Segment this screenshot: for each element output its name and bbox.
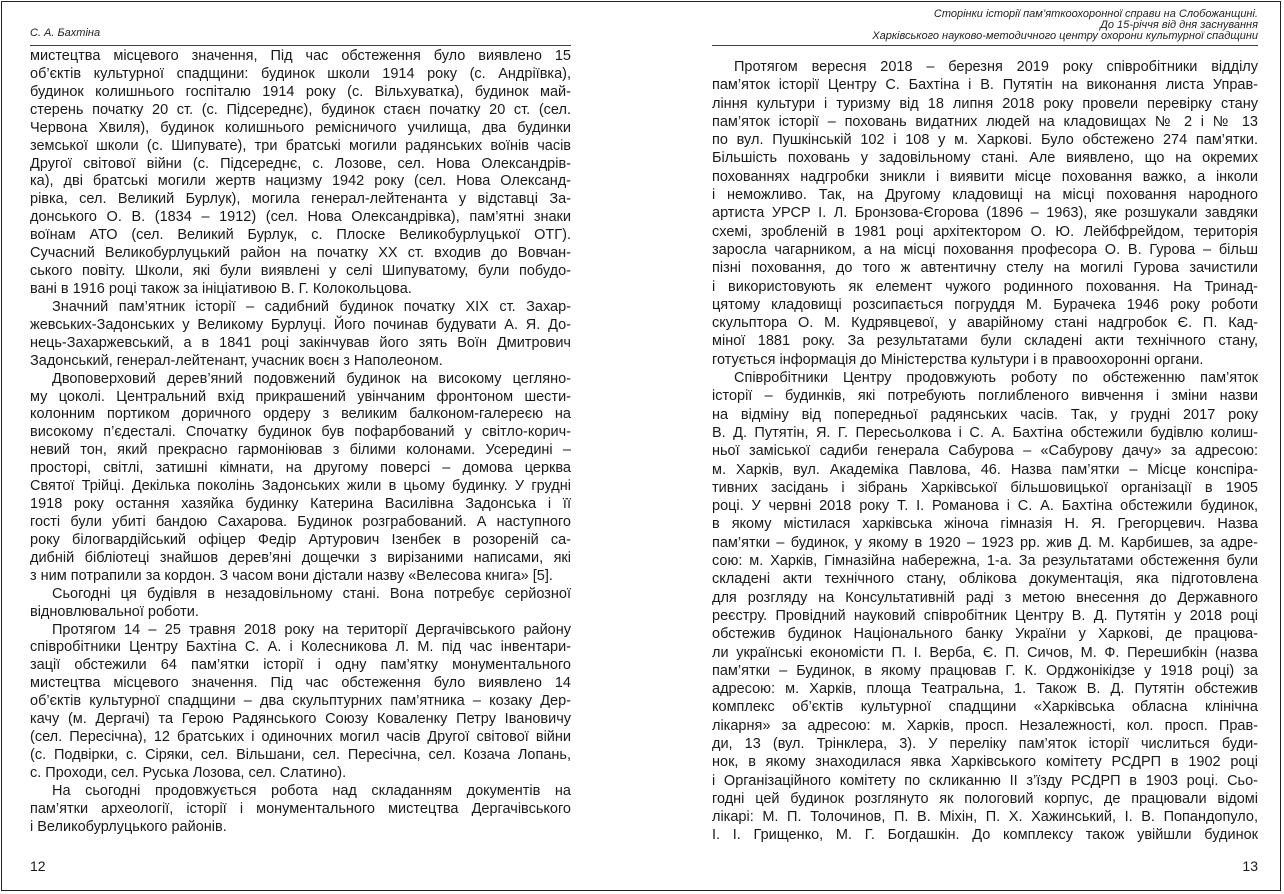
text-line: сою: м. Харків, Гімназійна набережна, 1-а. За результатами обстеження були <box>712 553 1258 570</box>
text-line: ського повіту. Школи, які були виявлені у селі Шипуватому, були побудо- <box>30 263 571 280</box>
text-line: міної 1881 року. За результатами були складені акти технічного стану, <box>712 333 1258 350</box>
text-line: і Організаційного комітету по скликанню II з’їзду РСДРП в 1903 році. Сьо- <box>712 772 1258 789</box>
text-line: для розгляду на Консультативній раді з метою внесення до Державного <box>712 589 1258 606</box>
text-line: Другої світової війни (с. Підсереднє, с. Лозове, сел. Нова Олександрів- <box>30 155 571 172</box>
text-line: В. Д. Путятін, Я. Г. Пересьолкова і С. А. Бахтіна обстежили будівлю колиш- <box>712 424 1258 441</box>
text-line: і Великобурлуцького районів. <box>30 818 227 835</box>
text-line: і неможливо. Так, на Другому кладовищі на місці поховання народного <box>712 187 1258 204</box>
text-line: похованнях надгробки зникли і виявити місце поховання важко, а інколи <box>712 168 1258 185</box>
text-line: лікарі: М. П. Толочинов, П. В. Міхін, П. Х. Хажинський, І. В. Попандопуло, <box>712 809 1258 826</box>
text-line: пам’ятки – будинок, у якому в 1920 – 1923 рр. жив Д. М. Карбишев, за адре- <box>712 534 1258 551</box>
text-line: співробітники Центру Бахтіна С. А. і Колесникова Л. М. під час інвентари- <box>30 639 571 656</box>
paragraph <box>30 586 571 622</box>
text-line: (сел. Пересічна), 12 братських і одиночних могил часів Другої світової війни <box>30 729 571 746</box>
running-head-line: Сторінки історії пам’яткоохоронної справи на Слобожанщині. <box>933 8 1258 20</box>
paragraph <box>30 371 571 586</box>
text-line: пам’ятки археології, історії і монументального мистецтва Дергачівського <box>30 800 571 817</box>
text-line: Сучасний Великобурлуцький район на початку XX ст. входив до Вовчан- <box>30 245 571 262</box>
text-line: і використовують як елемент чужого родинного поховання. На Тринад- <box>712 278 1258 295</box>
running-head-line: С. А. Бахтіна <box>30 27 101 39</box>
text-line: вані в 1916 році також за ініціативою В. Г. Колокольцова. <box>30 280 412 297</box>
text-line: схемі, зробленій в 1981 році архітектором О. Ю. Лейбфрейдом, територія <box>712 223 1258 240</box>
text-line: м. Харків, вул. Академіка Павлова, 46. Назва пам’ятки – Місце конспіра- <box>712 461 1258 478</box>
text-line: воїнам АТО (сел. Великий Бурлук, с. Плоске Великобурлуцької ОТГ). <box>30 227 571 244</box>
text-line: качу (м. Дергачі) та Герою Радянського Союзу Коваленку Петру Івановичу <box>30 711 571 728</box>
text-line: з ним потрапили за кордон. З часом вони дістали назву «Велесова книга» [5]. <box>30 567 553 584</box>
paragraph <box>712 369 1258 845</box>
paragraph <box>30 622 571 783</box>
text-line: (с. Подвірки, с. Сіряки, сел. Вільшани, сел. Пересічна, сел. Козача Лопань, <box>30 746 571 763</box>
page-number: 12 <box>30 858 46 874</box>
paragraph <box>30 48 571 299</box>
paragraph <box>30 783 571 837</box>
text-line: історії – будинків, які потребують поглибленого вивчення і зміни назви <box>712 388 1258 405</box>
text-line: по вул. Пушкінській 102 і 108 у м. Харкові. Було обстежено 274 пам’ятки. <box>712 132 1258 149</box>
text-line: тивних засідань і зібрань Харківської більшовицької організації в 1905 <box>712 479 1258 496</box>
text-line: складені акти технічного стану, облікова документація, яка підготовлена <box>712 571 1258 588</box>
text-line: Святої Трійці. Декілька поколінь Задонських жили в цьому будинку. У грудні <box>30 478 571 495</box>
text-line: Протягом 14 – 25 травня 2018 року на території Дергачівського району <box>52 621 571 638</box>
text-line: артиста УРСР І. Л. Бронзова-Єгорова (1896 – 1963), яке розшукали завдяки <box>712 205 1258 222</box>
text-line: ньої заміської садиби генерала Сабурова – «Сабурову дачу» за адресою: <box>712 443 1258 460</box>
text-line: комплекс об’єктів культурної спадщини «Харківська обласна клінічна <box>712 699 1258 716</box>
text-line: І. І. Грищенко, М. Г. Богдашкін. До комплексу також увійшли будинок <box>712 827 1258 844</box>
page-body-text <box>712 58 1258 845</box>
text-line: жевських-Задонських у Великому Бурлуці. Його починав будувати А. Я. До- <box>30 316 571 333</box>
text-line: му цоколі. Центральний вхід прикрашений увінчаним фронтоном шести- <box>30 388 571 405</box>
text-line: ди, 13 (вул. Трінклера, 3). У переліку пам’яток історії числиться буди- <box>712 735 1258 752</box>
running-head-author <box>30 28 571 39</box>
text-line: Задонський, генерал-лейтенант, учасник воєн з Наполеоном. <box>30 352 443 369</box>
text-line: Значний пам’ятник історії – садибний будинок початку XIX ст. Захар- <box>52 298 571 315</box>
paragraph <box>30 299 571 371</box>
text-line: Червона Хвиля), будинок колишнього ремісничого училища, два будинки <box>30 119 571 136</box>
text-line: мистецтва місцевого значення, Під час обстеження було виявлено 15 <box>30 48 571 64</box>
text-line: заросла чагарником, а на місці поховання професора О. В. Гурова – більш <box>712 241 1258 258</box>
text-line: об’єктів культурної спадщини: будинок школи 1914 року (с. Андріївка), <box>30 65 571 82</box>
text-line: готується інформація до Міністерства культури і в правоохоронні органи. <box>712 351 1204 368</box>
text-line: гості були убиті бандою Сахарова. Будинок розграбований. А наступного <box>30 513 571 530</box>
text-line: нець-Захаржевський, а в 1841 році закінчував його зять Воїн Дмитрович <box>30 334 571 351</box>
text-line: обстежив будинок Національного банку України у Харкові, де працюва- <box>712 626 1258 643</box>
header-rule <box>712 45 1258 46</box>
text-line: Сьогодні ця будівля в незадовільному стані. Вона потребує серйозної <box>52 585 571 602</box>
text-line: рівка, сел. Великий Бурлук), могила генерал-лейтенанта у відставці За- <box>30 191 571 208</box>
text-line: Протягом вересня 2018 – березня 2019 року співробітники відділу <box>734 59 1258 75</box>
text-line: зації обстежили 64 пам’ятки історії і одну пам’ятку монументального <box>30 657 571 674</box>
text-line: Співробітники Центру продовжують роботу по обстеженню пам’яток <box>734 370 1258 387</box>
text-line: мистецтва місцевого значення. Під час обстеження було виявлено 14 <box>30 675 571 692</box>
text-line: Двоповерховий дерев’яний подовжений будинок на високому цегляно- <box>52 370 571 387</box>
text-line: в якому містилася харківська жіноча гімназія Н. Я. Грегорцевич. Назва <box>712 516 1258 533</box>
running-head-line: До 15-річчя від дня заснування <box>1100 19 1258 31</box>
text-line: просторі, світлі, затишні кімнати, на другому поверсі – домова церква <box>30 460 571 477</box>
text-line: пам’яток історії Центру С. Бахтіна і В. Путятін на виконання листа Управ- <box>712 77 1258 94</box>
text-line: колонним портиком доричного ордеру з великим балконом-галереєю на <box>30 406 571 423</box>
text-line: високому п’єдесталі. Спочатку будинок був пофарбований у світло-корич- <box>30 424 571 441</box>
text-line: 1918 року остання хазяйка будинку Катерина Василівна Задонська і її <box>30 496 571 513</box>
text-line: ли українські економісти П. І. Верба, Є. П. Сичов, М. Ф. Перешибкін (назва <box>712 644 1258 661</box>
text-line: об’єктів культурної спадщини – два скульптурних пам’ятника – козаку Дер- <box>30 693 571 710</box>
text-line: с. Проходи, сел. Руська Лозова, сел. Слатино). <box>30 764 347 781</box>
header-rule <box>30 45 571 46</box>
text-line: адресою: м. Харків, площа Театральна, 1. Також В. Д. Путятін обстежив <box>712 681 1258 698</box>
text-line: земської школи (с. Шипувате), три братські могили радянських воїнів часів <box>30 137 571 154</box>
text-line: будинок колишнього госпіталю 1914 року (с. Вільхуватка), будинок май- <box>30 83 571 100</box>
text-line: донського О. В. (1834 – 1912) (сел. Нова Олександрівка), пам’ятні знаки <box>30 209 571 226</box>
running-head-book-title <box>712 9 1258 42</box>
text-line: нок, в якому знаходилася явка Харківського комітету РСДРП в 1902 році <box>712 754 1258 771</box>
paragraph <box>712 58 1258 369</box>
text-line: невий тон, який прекрасно гармоніював з білими колонами. Усередині – <box>30 442 571 459</box>
text-line: На сьогодні продовжується робота над складанням документів на <box>52 782 571 799</box>
text-line: лікарня» за адресою: м. Харків, просп. Незалежності, кол. просп. Прав- <box>712 717 1258 734</box>
text-line: скульптора О. М. Кудрявцевої, у аварійному стані надгробок Є. П. Кад- <box>712 315 1258 332</box>
text-line: ління культури і туризму від 18 липня 2018 року провели перевірку стану <box>712 95 1258 112</box>
page-body-text <box>30 48 571 837</box>
text-line: року білогвардійський офіцер Федір Артурович Ізенбек в розореній са- <box>30 531 571 548</box>
text-line: реєстру. Провідний науковий співробітник Центру В. Д. Путятін у 2018 році <box>712 607 1258 624</box>
text-line: годні цей будинок розглянуто як пологовий корпус, де працювали відомі <box>712 790 1258 807</box>
text-line: пізні поховання, до того ж автентичну стелу на могилі Гурова зачистили <box>712 260 1258 277</box>
text-line: році. У червні 2018 року Т. І. Романова і С. А. Бахтіна обстежили будинок, <box>712 498 1258 515</box>
text-line: відновлювальної роботи. <box>30 603 199 620</box>
text-line: дибній бібліотеці знайшов дерев’яні дощечки з вирізаними написами, які <box>30 549 571 566</box>
text-line: цятому кладовищі розсипається погруддя М. Бурачека 1946 року роботи <box>712 296 1258 313</box>
text-line: пам’ятки – Будинок, в якому працював Г. К. Орджонікідзе у 1918 році) за <box>712 662 1258 679</box>
text-line: ка), дві братські могили жертв нацизму 1942 року (сел. Нова Олександ- <box>30 173 571 190</box>
text-line: пам’яток історії – поховань видатних людей на кладовищах № 2 і № 13 <box>712 113 1258 130</box>
running-head-line: Харківського науково-методичного центру охорони культурної спадщини <box>872 30 1258 42</box>
text-line: на відміну від попередньої радянських часів. Так, у грудні 2017 року <box>712 406 1258 423</box>
text-line: Більшість поховань у задовільному стані. Але виявлено, що на окремих <box>712 150 1258 167</box>
text-line: стерень початку 20 ст. (с. Підсереднє), будинок стаєн початку 20 ст. (сел. <box>30 101 571 118</box>
page-number: 13 <box>1242 858 1258 874</box>
